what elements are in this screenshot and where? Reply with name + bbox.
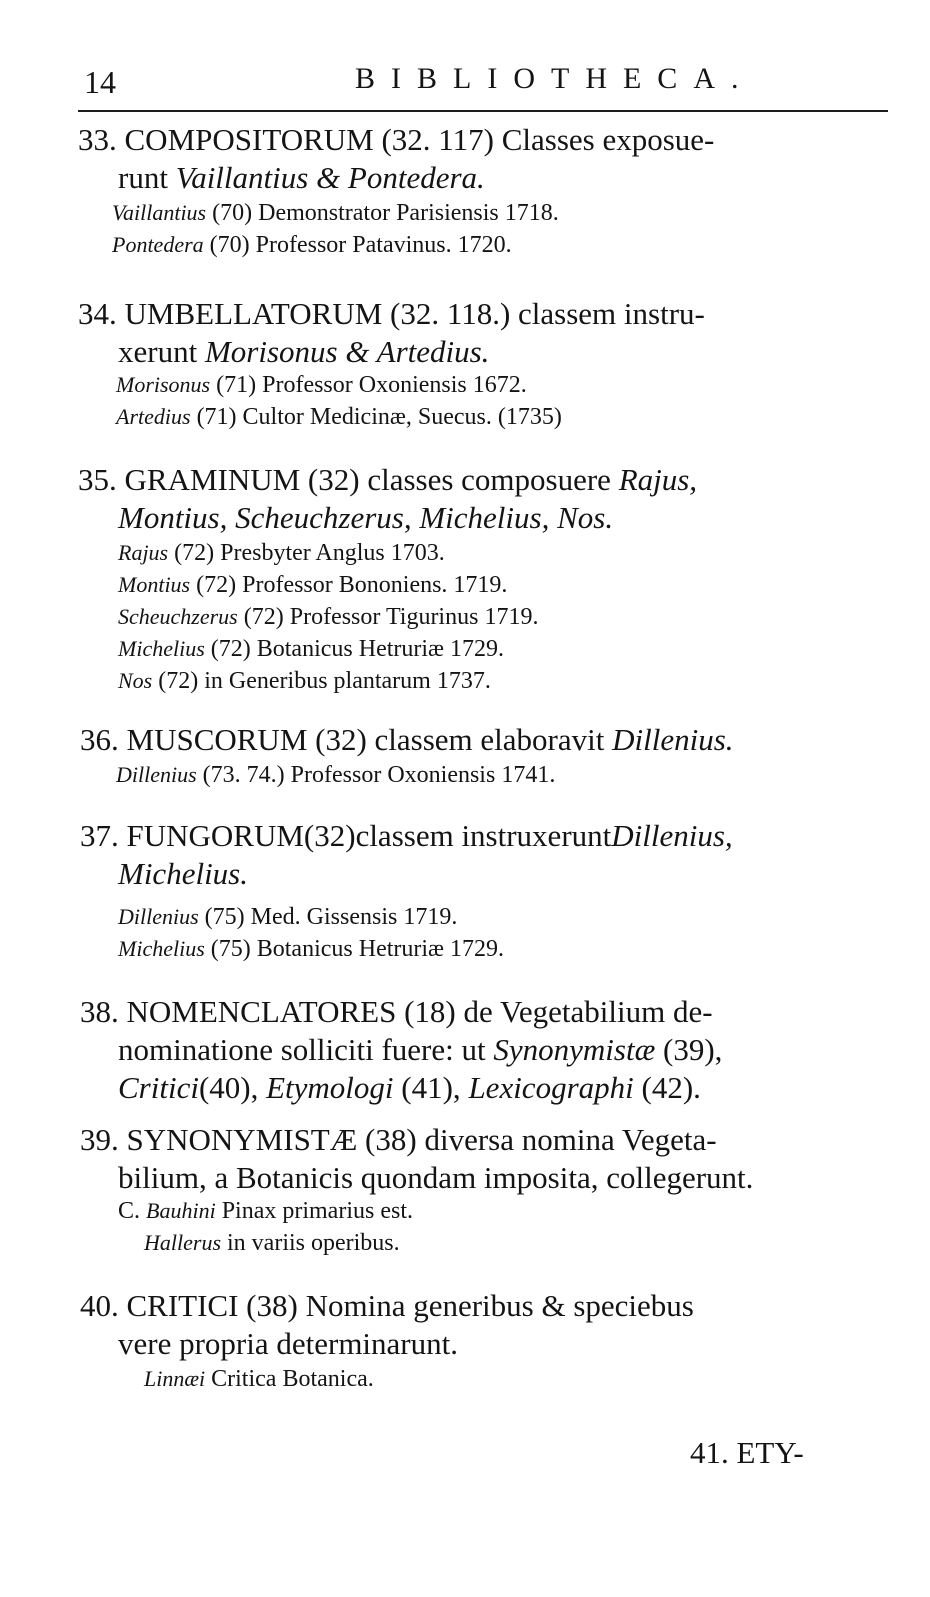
entry-line: Critici(40), Etymologi (41), Lexicographi (42).	[118, 1070, 701, 1105]
entry-line: vere propria determinarunt.	[118, 1326, 458, 1361]
sub-line: C. Bauhini Pinax primarius est.	[118, 1198, 413, 1224]
entry-line: 34. UMBELLATORUM (32. 118.) classem instru-	[78, 296, 705, 331]
entry-line: 38. NOMENCLATORES (18) de Vegetabilium de-	[80, 994, 713, 1029]
catchword: 41. ETY-	[690, 1435, 804, 1470]
entry-line: bilium, a Botanicis quondam imposita, collegerunt.	[118, 1160, 754, 1195]
sub-line: Dillenius (73. 74.) Professor Oxoniensis 1741.	[116, 762, 556, 788]
entry-line: 36. MUSCORUM (32) classem elaboravit Dillenius.	[80, 722, 734, 757]
sub-line: Pontedera (70) Professor Patavinus. 1720.	[112, 232, 512, 258]
page-header	[70, 60, 885, 105]
sub-line: Linnæi Critica Botanica.	[144, 1366, 374, 1392]
entry-line: Montius, Scheuchzerus, Michelius, Nos.	[118, 500, 614, 535]
entry-line: 40. CRITICI (38) Nomina generibus & speciebus	[80, 1288, 694, 1323]
sub-line: Montius (72) Professor Bononiens. 1719.	[118, 572, 508, 598]
running-head: BIBLIOTHECA.	[355, 62, 755, 95]
entry-line: runt Vaillantius & Pontedera.	[118, 160, 485, 195]
sub-line: Dillenius (75) Med. Gissensis 1719.	[118, 904, 458, 930]
sub-line: Nos (72) in Generibus plantarum 1737.	[118, 668, 491, 694]
entry-line: xerunt Morisonus & Artedius.	[118, 334, 490, 369]
sub-line: Hallerus in variis operibus.	[144, 1230, 400, 1256]
entry-line: nominatione solliciti fuere: ut Synonymistæ (39),	[118, 1032, 723, 1067]
page-number: 14	[84, 64, 116, 100]
entry-line: 33. COMPOSITORUM (32. 117) Classes exposue-	[78, 122, 715, 157]
entry-line: 37. FUNGORUM(32)classem instruxeruntDillenius,	[80, 818, 733, 853]
header-rule	[78, 110, 888, 112]
sub-line: Michelius (75) Botanicus Hetruriæ 1729.	[118, 936, 505, 962]
entry-line: 39. SYNONYMISTÆ (38) diversa nomina Vegeta-	[80, 1122, 717, 1157]
entry-line: Michelius.	[118, 856, 248, 891]
sub-line: Vaillantius (70) Demonstrator Parisiensis 1718.	[112, 200, 559, 226]
entry-line: 35. GRAMINUM (32) classes composuere Rajus,	[78, 462, 698, 497]
sub-line: Scheuchzerus (72) Professor Tigurinus 1719.	[118, 604, 539, 630]
sub-line: Rajus (72) Presbyter Anglus 1703.	[118, 540, 445, 566]
sub-line: Michelius (72) Botanicus Hetruriæ 1729.	[118, 636, 505, 662]
sub-line: Morisonus (71) Professor Oxoniensis 1672.	[116, 372, 527, 398]
sub-line: Artedius (71) Cultor Medicinæ, Suecus. (1735)	[116, 404, 562, 430]
